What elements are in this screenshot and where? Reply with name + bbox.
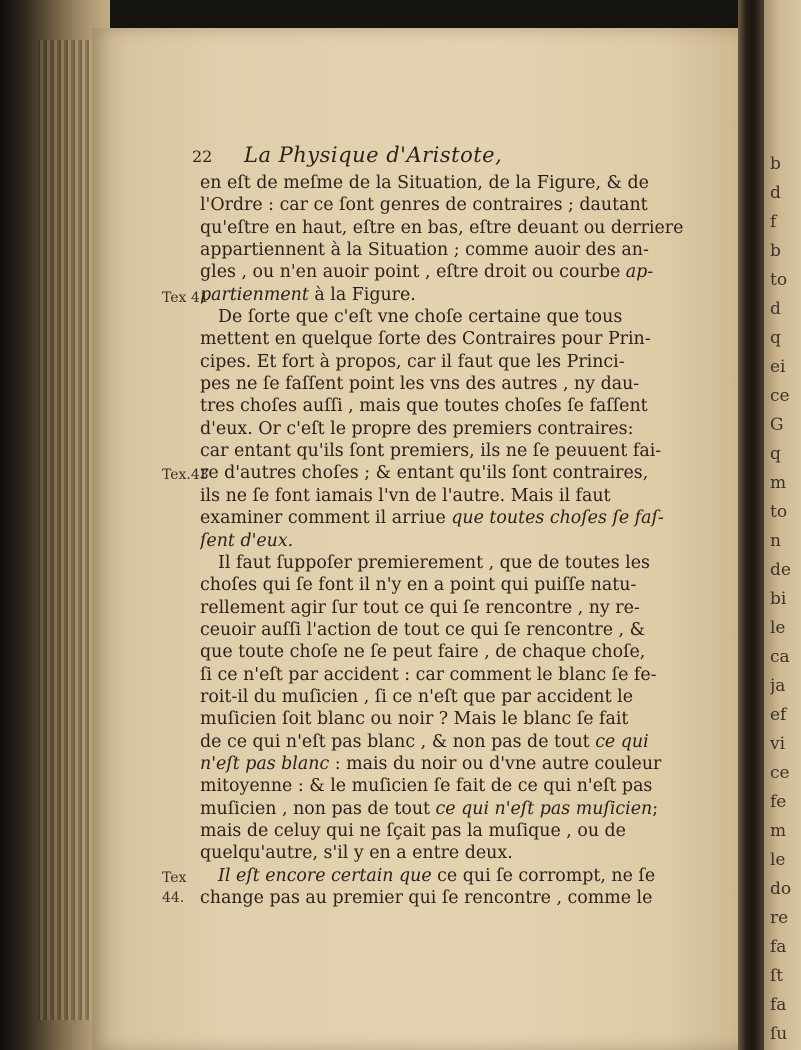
italic-segment: ce qui n'eſt pas muſicien <box>435 798 653 819</box>
text-line <box>200 865 720 887</box>
text-segment: muſicien , non pas de tout <box>200 798 436 819</box>
text-line <box>200 217 720 239</box>
text-segment: appartiennent à la Situation ; comme auoir des an- <box>200 240 649 261</box>
text-line <box>200 239 720 261</box>
text-line <box>200 552 720 574</box>
facing-page-fragment: re <box>770 908 789 928</box>
text-line <box>200 753 720 775</box>
text-segment: choſes qui ſe font il n'y en a point qui puiſſe natu- <box>200 575 637 596</box>
text-segment: pes ne ſe faſſent point les vns des autres , ny dau- <box>200 374 640 395</box>
text-line <box>200 194 720 216</box>
facing-page-fragment: ef <box>770 705 787 725</box>
facing-page-fragment: ja <box>770 676 786 696</box>
text-segment: d'eux. Or c'eſt le propre des premiers contraires: <box>200 418 634 439</box>
facing-page-fragment: m <box>770 821 787 841</box>
text-line <box>200 306 720 328</box>
text-line <box>200 172 720 194</box>
text-segment: à la Figure. <box>308 284 416 305</box>
text-segment: quelqu'autre, s'il y en a entre deux. <box>200 843 513 864</box>
italic-segment: ſent d'eux. <box>200 530 294 551</box>
italic-segment: que toutes choſes ſe faſ- <box>451 508 664 529</box>
facing-page-fragment: to <box>770 270 788 290</box>
text-segment: l'Ordre : car ce ſont genres de contraires ; dautant <box>200 195 648 216</box>
text-segment: tres choſes auſſi , mais que toutes choſes ſe faſſent <box>200 396 648 417</box>
facing-page-fragment: d <box>770 183 781 203</box>
italic-segment: partienment <box>200 284 309 305</box>
text-line <box>200 820 720 842</box>
facing-page-fragment: do <box>770 879 792 899</box>
text-segment: ſi ce n'eſt par accident : car comment le blanc ſe fe- <box>200 664 657 685</box>
facing-page-fragment: fa <box>770 937 787 957</box>
text-line <box>200 261 720 283</box>
facing-page-fragment: ei <box>770 357 786 377</box>
text-segment: mettent en quelque ſorte des Contraires pour Prin- <box>200 329 651 350</box>
text-segment: muſicien ſoit blanc ou noir ? Mais le blanc ſe fait <box>200 709 629 730</box>
facing-page-fragment: b <box>770 154 781 174</box>
italic-segment: ap- <box>625 262 654 283</box>
text-segment: en eſt de meſme de la Situation, de la Figure, & de <box>200 173 649 193</box>
text-segment: rellement agir ſur tout ce qui ſe rencontre , ny re- <box>200 597 640 618</box>
facing-page-fragment: bi <box>770 589 787 609</box>
text-segment: De ſorte que c'eſt vne choſe certaine que tous <box>218 307 623 328</box>
text-line <box>200 440 720 462</box>
text-segment: ils ne ſe font iamais l'vn de l'autre. Mais il faut <box>200 485 611 506</box>
running-title: La Physique d'Aristote, <box>244 143 503 167</box>
facing-page-fragment: ſu <box>770 1024 788 1044</box>
italic-segment: ce qui <box>595 731 649 752</box>
facing-page-fragment: le <box>770 618 786 638</box>
text-line <box>200 351 720 373</box>
text-line <box>200 485 720 507</box>
text-line <box>200 597 720 619</box>
text-segment: de ce qui n'eſt pas blanc , & non pas de tout <box>200 731 596 752</box>
page-number: 22 <box>192 147 213 166</box>
text-line <box>200 373 720 395</box>
italic-segment: n'eſt pas blanc <box>200 753 330 774</box>
text-line <box>200 731 720 753</box>
text-segment: ceuoir auſſi l'action de tout ce qui ſe rencontre , & <box>200 619 646 640</box>
facing-page-fragment: n <box>770 531 781 551</box>
text-line <box>200 887 720 909</box>
facing-page-fragment: ce <box>770 386 790 406</box>
text-segment: examiner comment il arriue <box>200 508 452 529</box>
text-line <box>200 842 720 864</box>
margin-note-tex44-line1: Tex <box>162 870 187 886</box>
facing-page-fragment: vi <box>770 734 786 754</box>
text-segment: change pas au premier qui ſe rencontre , comme le <box>200 888 653 908</box>
text-segment: que toute choſe ne ſe peut faire , de chaque choſe, <box>200 642 646 663</box>
italic-segment: Il eſt encore certain que <box>218 865 432 886</box>
text-line <box>200 507 720 529</box>
facing-page-fragment: d <box>770 299 781 319</box>
margin-note-tex41: Tex 41 <box>162 290 209 306</box>
text-line <box>200 686 720 708</box>
facing-page-fragment: q <box>770 328 781 348</box>
facing-page-fragment: le <box>770 850 786 870</box>
facing-page-text <box>770 150 800 1049</box>
text-line <box>200 619 720 641</box>
body-text <box>200 172 720 909</box>
text-line <box>200 574 720 596</box>
margin-note-tex44-line2: 44. <box>162 890 185 906</box>
facing-page-fragment: fa <box>770 995 787 1015</box>
text-line <box>200 775 720 797</box>
facing-page-fragment: ca <box>770 647 790 667</box>
text-segment: cipes. Et fort à propos, car il faut que les Princi- <box>200 351 625 372</box>
text-segment: Il faut ſuppoſer premierement , que de toutes les <box>218 552 650 573</box>
book-gutter <box>738 0 764 1050</box>
facing-page-fragment: m <box>770 473 787 493</box>
facing-page-fragment: to <box>770 502 788 522</box>
text-segment: car entant qu'ils ſont premiers, ils ne ſe peuuent fai- <box>200 441 662 462</box>
text-line <box>200 798 720 820</box>
text-segment: gles , ou n'en auoir point , eſtre droit ou courbe <box>200 262 626 283</box>
text-segment: : mais du noir ou d'vne autre couleur <box>329 753 662 774</box>
text-segment: re d'autres choſes ; & entant qu'ils ſont contraires, <box>200 463 649 484</box>
margin-note-tex43: Tex.43 <box>162 467 209 483</box>
text-line <box>200 395 720 417</box>
facing-page-fragment: ce <box>770 763 790 783</box>
facing-page-fragment: ſt <box>770 966 784 986</box>
text-line <box>200 530 720 552</box>
text-line <box>200 284 720 306</box>
text-line <box>200 664 720 686</box>
text-line <box>200 418 720 440</box>
text-segment: ; <box>652 798 659 819</box>
facing-page-fragment: b <box>770 241 781 261</box>
text-line <box>200 462 720 484</box>
facing-page-fragment: f <box>770 212 777 232</box>
text-segment: mitoyenne : & le muſicien ſe fait de ce qui n'eſt pas <box>200 776 653 797</box>
facing-page-fragment: de <box>770 560 791 580</box>
text-segment: qu'eſtre en haut, eſtre en bas, eſtre deuant ou derriere <box>200 217 684 238</box>
text-line <box>200 328 720 350</box>
text-line <box>200 641 720 663</box>
text-segment: ce qui ſe corrompt, ne ſe <box>431 865 656 886</box>
facing-page-fragment: G <box>770 415 784 435</box>
text-segment: mais de celuy qui ne ſçait pas la muſique , ou de <box>200 820 626 841</box>
facing-page-fragment: q <box>770 444 781 464</box>
text-segment: roit-il du muſicien , ſi ce n'eſt que par accident le <box>200 686 633 707</box>
text-line <box>200 708 720 730</box>
facing-page-fragment: fe <box>770 792 787 812</box>
